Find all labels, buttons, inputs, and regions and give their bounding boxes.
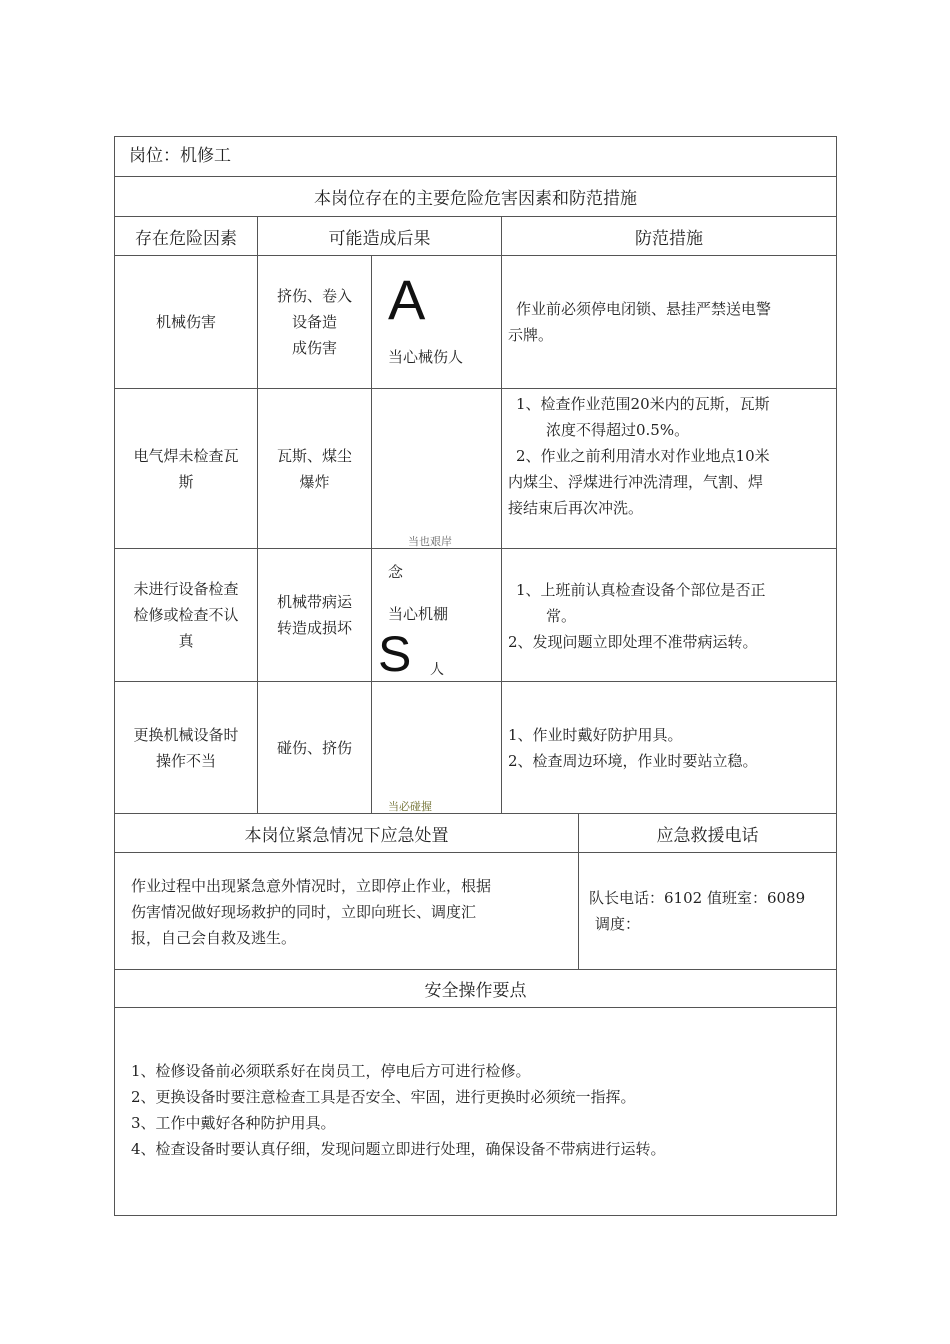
warning-sign-collision <box>371 682 501 813</box>
safety-list <box>115 1008 836 1215</box>
hazard-consequence: 挤伤、卷入 设备造 成伤害 <box>257 256 371 388</box>
emergency-title: 本岗位紧急情况下应急处置 <box>244 825 449 846</box>
header-factor: 存在危险因素 <box>135 228 237 249</box>
safety-items-row <box>114 1008 837 1216</box>
safety-item: 1、检修设备前必须联系好在岗员工，停电后方可进行检修。 <box>131 1062 531 1080</box>
safety-item: 4、检查设备时要认真仔细，发现问题立即进行处理，确保设备不带病进行运转。 <box>131 1140 666 1158</box>
hazard-measures: 1、作业时戴好防护用具。 2、检查周边环境，作业时要站立稳。 <box>501 682 836 813</box>
header-measures: 防范措施 <box>501 217 836 255</box>
hazard-measures: 1、检查作业范围20米内的瓦斯，瓦斯 浓度不得超过0.5%。 2、作业之前利用清水对作业地点10米 内煤尘、浮煤进行冲洗清理，气割、焊 接结束后再次冲洗。 <box>501 389 836 548</box>
emergency-phone-title: 应急救援电话 <box>578 814 836 852</box>
hazard-factor: 机械伤害 <box>155 313 216 331</box>
hazard-consequence: 机械带病运 转造成损坏 <box>257 549 371 681</box>
hazard-header-row <box>114 217 837 256</box>
hazard-row <box>114 682 837 814</box>
header-consequence: 可能造成后果 <box>257 217 501 255</box>
hazard-row <box>114 549 837 682</box>
safety-title-row <box>114 970 837 1008</box>
warning-sign-mechanical <box>371 256 501 388</box>
warning-sign-text: 当心机棚 <box>388 606 449 623</box>
warning-sign-letter: S <box>378 626 412 682</box>
hazard-section-title-row <box>114 177 837 217</box>
warning-sign-suffix: 人 <box>430 661 444 677</box>
hazard-factor: 更换机械设备时 操作不当 <box>133 725 239 770</box>
safety-item: 2、更换设备时要注意检查工具是否安全、牢固，进行更换时必须统一指挥。 <box>131 1088 636 1106</box>
post-row <box>114 136 837 177</box>
emergency-content-row <box>114 853 837 970</box>
hazard-factor: 电气焊未检查瓦 斯 <box>133 446 239 491</box>
hazard-factor: 未进行设备检查 检修或检查不认 真 <box>133 580 239 650</box>
warning-sign-equipment <box>371 549 501 681</box>
warning-sign-text: 当也艰岸 <box>408 536 452 548</box>
hazard-consequence: 瓦斯、煤尘 爆炸 <box>257 389 371 548</box>
emergency-phones <box>578 853 836 969</box>
emergency-header-row <box>114 814 837 853</box>
hazard-measures: 作业前必须停电闭锁、悬挂严禁送电警 示牌。 <box>501 256 836 388</box>
hazard-card-table <box>114 136 837 1216</box>
warning-sign-text: 当必碰握 <box>388 801 432 813</box>
hazard-row <box>114 256 837 389</box>
warning-sign-text: 当心械伤人 <box>388 349 464 366</box>
warning-sign-gas <box>371 389 501 548</box>
hazard-row <box>114 389 837 549</box>
hazard-consequence: 碰伤、挤伤 <box>257 682 371 813</box>
post-label: 岗位：机修工 <box>129 146 231 166</box>
warning-sign-top: 念 <box>388 564 404 581</box>
hazard-section-title: 本岗位存在的主要危险危害因素和防范措施 <box>314 189 637 209</box>
emergency-procedure: 作业过程中出现紧急意外情况时，立即停止作业，根据 伤害情况做好现场救护的同时，立即向班长、调度汇 报，自己会自救及逃生。 <box>131 877 492 947</box>
safety-item: 3、工作中戴好各种防护用具。 <box>131 1114 336 1132</box>
phone-numbers: 队长电话：6102 值班室：6089 <box>589 889 806 907</box>
safety-title: 安全操作要点 <box>424 981 527 1001</box>
warning-sign-letter: A <box>388 268 426 331</box>
hazard-measures: 1、上班前认真检查设备个部位是否正 常。 2、发现问题立即处理不准带病运转。 <box>501 549 836 681</box>
dispatch-phone: 调度： <box>595 915 641 933</box>
